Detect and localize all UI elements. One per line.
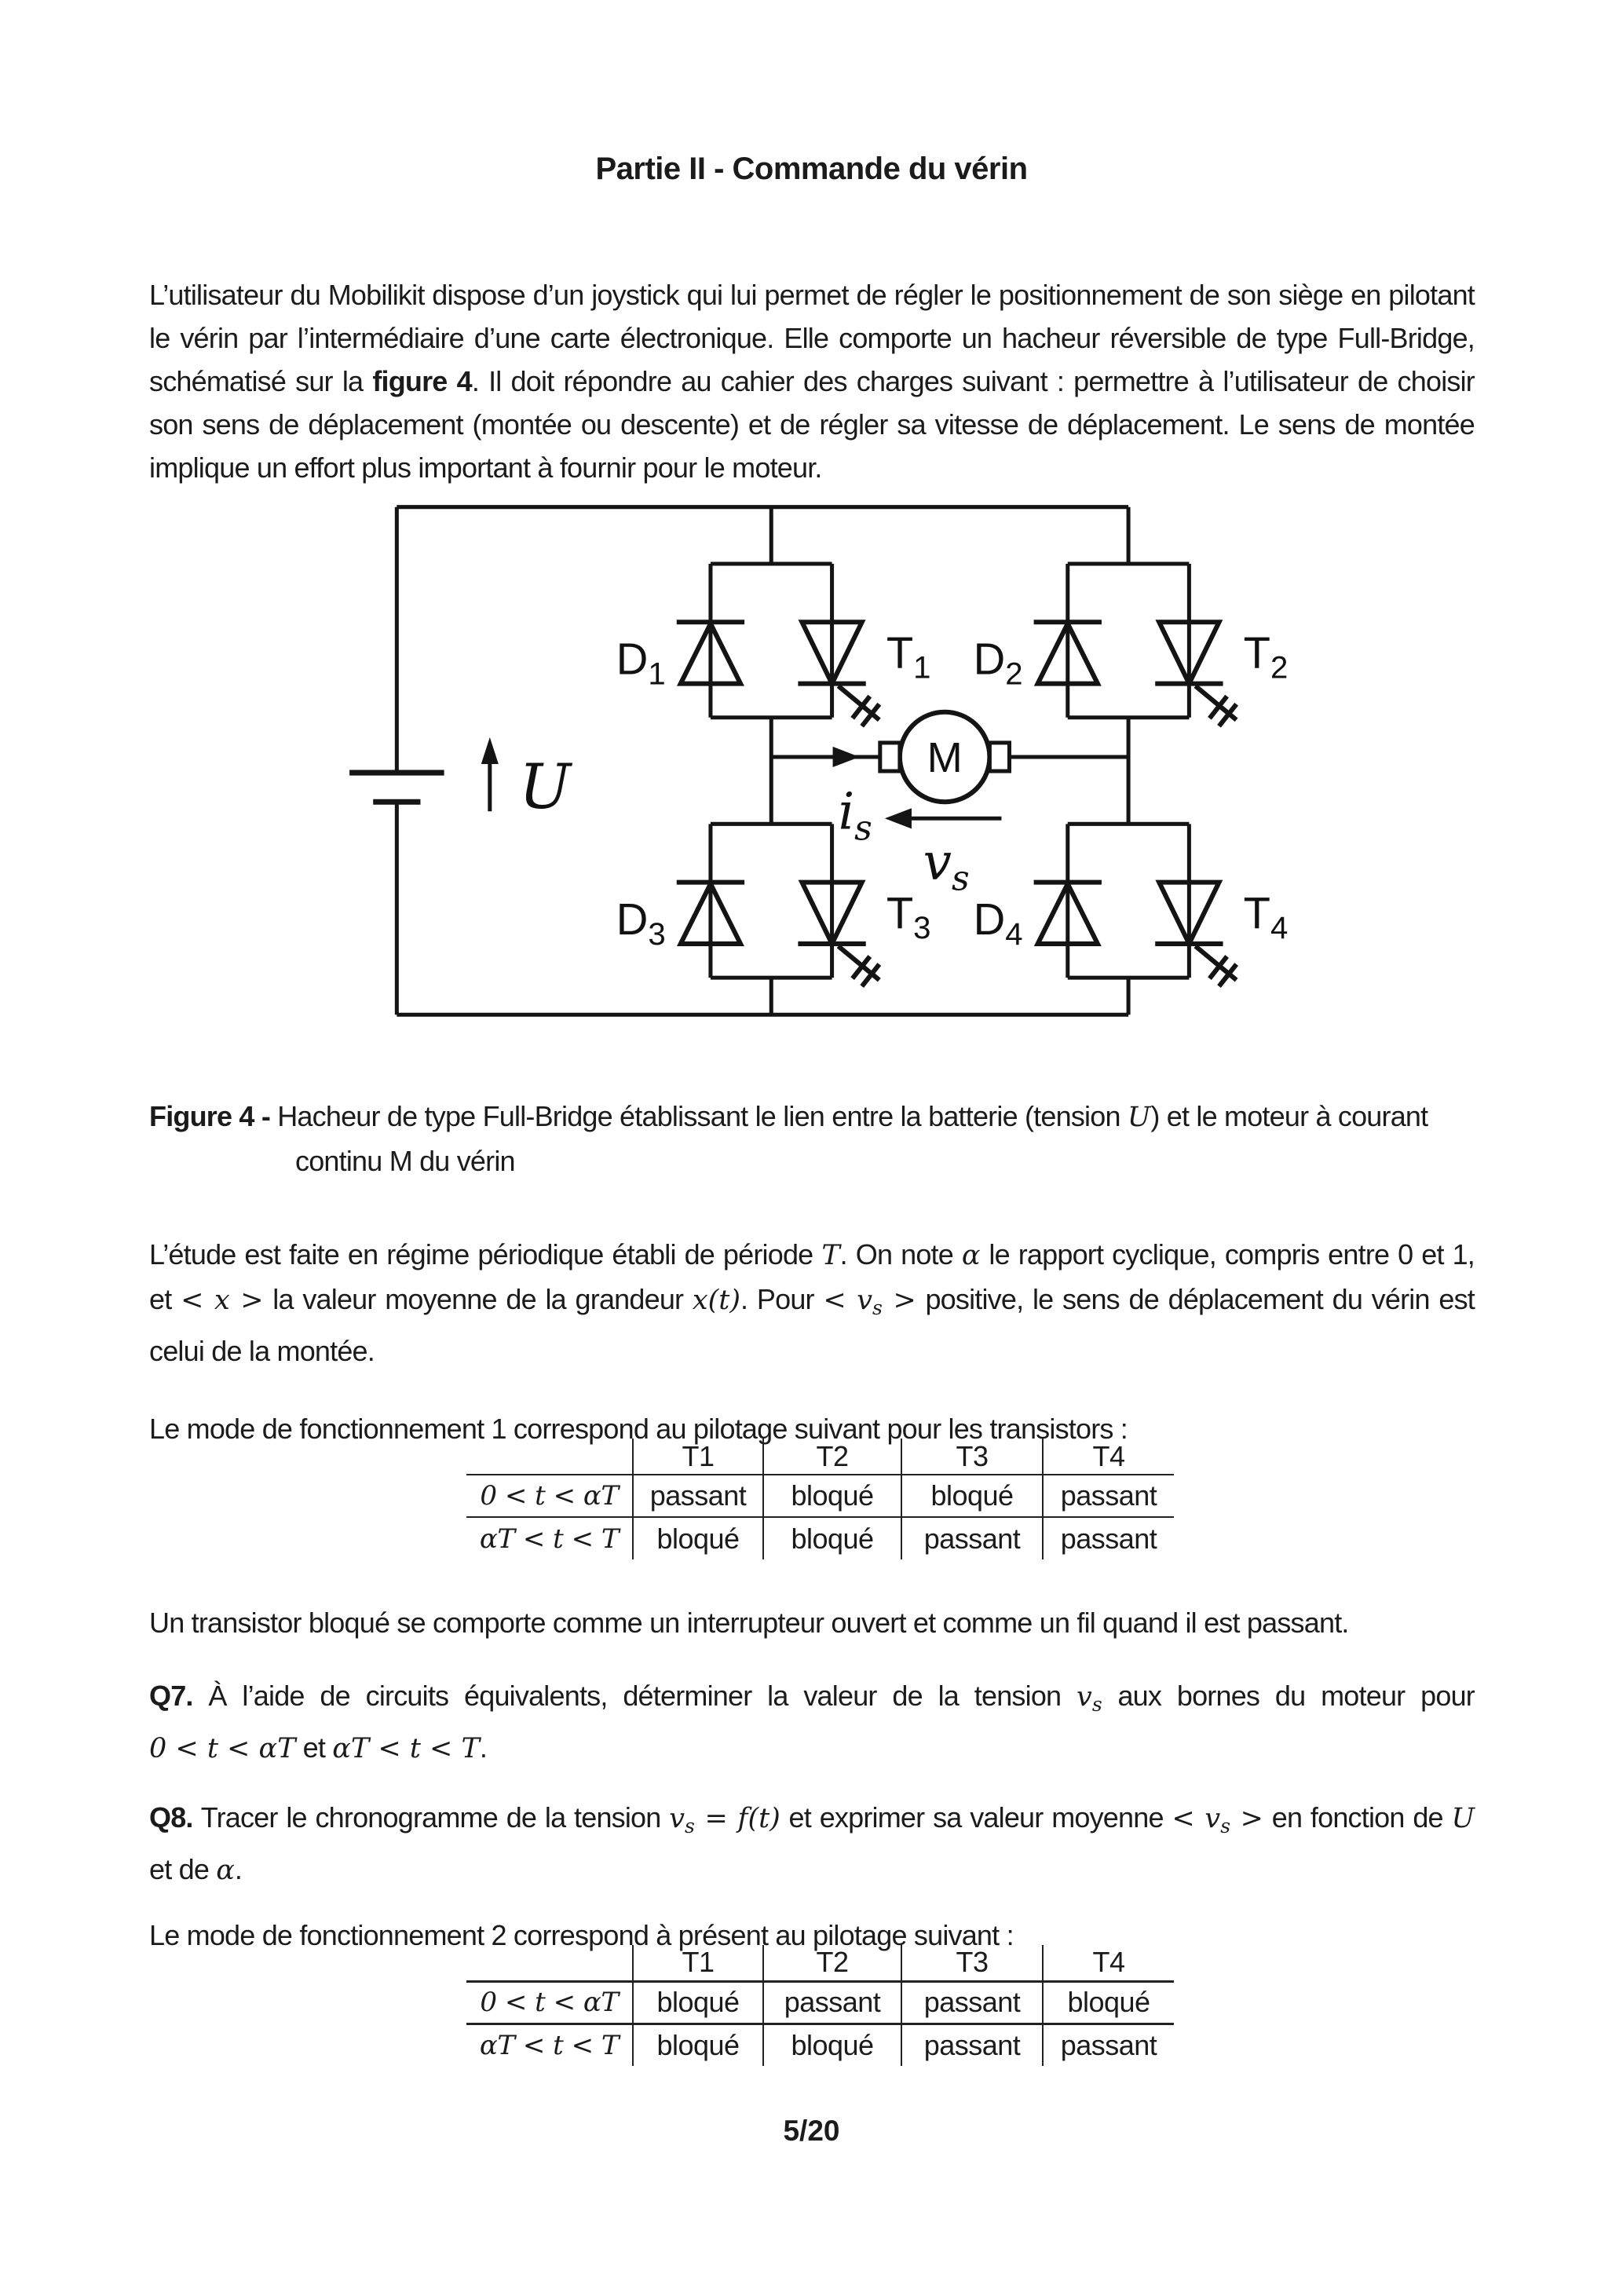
transistor-label: $T_2$ bbox=[1243, 627, 1289, 686]
battery-voltage-arrow bbox=[481, 737, 499, 811]
motor-label: M bbox=[927, 734, 963, 782]
transistor-symbol bbox=[1155, 883, 1236, 987]
math-subscript: s bbox=[872, 1296, 883, 1319]
mode2-intro: Le mode de fonctionnement 2 correspond à présent au pilotage suivant : bbox=[149, 1919, 1014, 1951]
study-text: la valeur moyenne de la grandeur bbox=[263, 1283, 693, 1315]
table-cell: passant bbox=[633, 1475, 763, 1517]
question-text: . bbox=[479, 1731, 488, 1764]
intro-text: L’utilisateur du Mobilikit dispose d’un joystick qui lui permet de régler le positionnement de son siège en pilotant le vérin par l’intermédiaire d’une carte électronique. Elle comporte un hacheur réversible de type Full-Bridge, schématisé sur la bbox=[149, 279, 1475, 397]
table-cell: bloqué bbox=[763, 1475, 901, 1517]
transistor-symbol bbox=[798, 883, 879, 987]
column-header-t3: T3 bbox=[901, 1945, 1043, 1981]
study-paragraph bbox=[149, 1233, 1475, 1373]
question-text: et de bbox=[149, 1853, 217, 1885]
math-vs: v bbox=[669, 1803, 685, 1834]
math-interval-2: αT < t < T bbox=[332, 1733, 480, 1764]
column-header-t2: T2 bbox=[763, 1945, 901, 1981]
page-title: Partie II - Commande du vérin bbox=[595, 152, 1028, 186]
caption-figure-number: Figure 4 - bbox=[149, 1100, 271, 1132]
table-cell: bloqué bbox=[633, 2024, 763, 2066]
note-paragraph: Un transistor bloqué se comporte comme un interrupteur ouvert et comme un fil quand il est passant. bbox=[149, 1607, 1349, 1639]
transistor-label: $T_3$ bbox=[886, 887, 931, 945]
voltage-label: $v_s$ bbox=[923, 832, 970, 899]
math-mean-vs: > bbox=[882, 1285, 916, 1316]
diode-label: $D_3$ bbox=[616, 894, 666, 952]
table-cell: passant bbox=[901, 1981, 1043, 2024]
table-corner-cell bbox=[466, 1439, 633, 1475]
question-text: aux bornes du moteur pour bbox=[1102, 1680, 1475, 1712]
math-subscript: s bbox=[1220, 1815, 1231, 1837]
column-header-t3: T3 bbox=[901, 1439, 1043, 1475]
table-cell: bloqué bbox=[633, 1517, 763, 1559]
battery-voltage-label: U bbox=[518, 751, 571, 824]
intro-text: . Il doit répondre au cahier des charges suivant : permettre à l’utilisateur de choisir son sens de déplacement (montée ou descente) et de régler sa vitesse de déplacement. Le sens de montée implique un effort plus important à fournir pour le moteur. bbox=[149, 365, 1475, 484]
mode1-table bbox=[466, 1439, 1174, 1559]
math-x-of-t: x(t) bbox=[692, 1285, 741, 1316]
transistor-label: $T_1$ bbox=[886, 627, 931, 686]
mode2-table bbox=[466, 1945, 1174, 2066]
diode-label: $D_4$ bbox=[973, 894, 1023, 952]
row-label: 0 < t < αT bbox=[466, 1981, 633, 2024]
table-header-row bbox=[466, 1439, 1174, 1475]
math-alpha: α bbox=[961, 1240, 981, 1271]
table-cell: bloqué bbox=[763, 1517, 901, 1559]
question-text: . bbox=[234, 1853, 243, 1885]
figure4-diagram bbox=[330, 485, 1307, 1040]
mode1-intro: Le mode de fonctionnement 1 correspond au pilotage suivant pour les transistors : bbox=[149, 1413, 1128, 1445]
math-vs: v bbox=[1077, 1681, 1092, 1713]
study-text: positive, le sens de déplacement du vérin est celui de la montée. bbox=[149, 1283, 1475, 1367]
question-number: Q8. bbox=[149, 1801, 193, 1834]
current-label: $i_s$ bbox=[838, 782, 872, 849]
math-interval-1: 0 < t < αT bbox=[149, 1733, 296, 1764]
leg-d1-t1 bbox=[616, 564, 931, 726]
table-cell: passant bbox=[763, 1981, 901, 2024]
study-text: . On note bbox=[839, 1238, 962, 1270]
table-cell: bloqué bbox=[633, 1981, 763, 2024]
table-cell: passant bbox=[901, 1517, 1043, 1559]
table-cell: bloqué bbox=[1043, 1981, 1174, 2024]
table-row bbox=[466, 1517, 1174, 1559]
leg-d2-t2 bbox=[974, 564, 1289, 726]
study-text: . Pour bbox=[740, 1283, 824, 1315]
math-mean-vs: > bbox=[1230, 1803, 1264, 1834]
table-row bbox=[466, 1475, 1174, 1517]
question-text: À l’aide de circuits équivalents, déterminer la valeur de la tension bbox=[192, 1680, 1077, 1712]
transistor-symbol bbox=[1155, 622, 1236, 726]
table-cell: bloqué bbox=[901, 1475, 1043, 1517]
transistor-label: $T_4$ bbox=[1243, 887, 1289, 945]
column-header-t4: T4 bbox=[1043, 1439, 1174, 1475]
page-number: 5/20 bbox=[783, 2115, 840, 2147]
transistor-symbol bbox=[798, 622, 879, 726]
math-mean-vs: < v bbox=[1172, 1803, 1221, 1834]
table-cell: bloqué bbox=[763, 2024, 901, 2066]
math-mean-x: < x > bbox=[181, 1285, 264, 1316]
math-mean-vs: < v bbox=[823, 1285, 873, 1316]
diode-label: $D_2$ bbox=[973, 634, 1023, 692]
row-label: 0 < t < αT bbox=[466, 1475, 633, 1517]
column-header-t2: T2 bbox=[763, 1439, 901, 1475]
full-bridge-circuit bbox=[330, 485, 1307, 1040]
study-text: L’étude est faite en régime périodique établi de période bbox=[149, 1238, 822, 1270]
table-cell: passant bbox=[1043, 2024, 1174, 2066]
math-T: T bbox=[821, 1240, 840, 1271]
math-subscript: s bbox=[685, 1815, 695, 1837]
table-cell: passant bbox=[901, 2024, 1043, 2066]
row-label: αT < t < T bbox=[479, 1523, 620, 1555]
math-U: U bbox=[1127, 1102, 1151, 1133]
study-text: le rapport cyclique, compris entre 0 et 1, et bbox=[149, 1238, 1475, 1315]
question-number: Q7. bbox=[149, 1680, 193, 1712]
figure-reference: figure 4 bbox=[372, 365, 472, 397]
table-row bbox=[466, 2024, 1174, 2066]
table-corner-cell bbox=[466, 1945, 633, 1981]
math-f-of-t: = f(t) bbox=[694, 1803, 780, 1834]
column-header-t1: T1 bbox=[633, 1439, 763, 1475]
math-U: U bbox=[1451, 1803, 1475, 1834]
math-alpha: α bbox=[216, 1855, 235, 1886]
question-text: Tracer le chronogramme de la tension bbox=[192, 1801, 670, 1834]
question-q8 bbox=[149, 1796, 1475, 1892]
motor-symbol bbox=[880, 712, 1010, 802]
question-q7 bbox=[149, 1674, 1475, 1771]
caption-text: Hacheur de type Full-Bridge établissant le lien entre la batterie (tension bbox=[270, 1100, 1128, 1132]
table-cell: passant bbox=[1043, 1475, 1174, 1517]
leg-d3-t3 bbox=[616, 824, 931, 986]
intro-paragraph bbox=[149, 273, 1475, 489]
table-header-row bbox=[466, 1945, 1174, 1981]
question-text: en fonction de bbox=[1263, 1801, 1452, 1834]
diode-label: $D_1$ bbox=[616, 634, 666, 692]
current-arrow bbox=[833, 747, 860, 767]
question-text: et bbox=[295, 1731, 333, 1764]
leg-d4-t4 bbox=[974, 824, 1289, 986]
table-cell: passant bbox=[1043, 1517, 1174, 1559]
table-row bbox=[466, 1981, 1174, 2024]
question-text: et exprimer sa valeur moyenne bbox=[780, 1801, 1172, 1834]
voltage-arrow bbox=[885, 808, 1002, 828]
row-label: αT < t < T bbox=[479, 2029, 620, 2061]
caption-text: ) et le moteur à courant continu M du vérin bbox=[295, 1100, 1428, 1177]
column-header-t4: T4 bbox=[1043, 1945, 1174, 1981]
column-header-t1: T1 bbox=[633, 1945, 763, 1981]
figure-caption bbox=[149, 1095, 1476, 1183]
battery-symbol bbox=[349, 773, 444, 802]
math-subscript: s bbox=[1091, 1693, 1102, 1716]
